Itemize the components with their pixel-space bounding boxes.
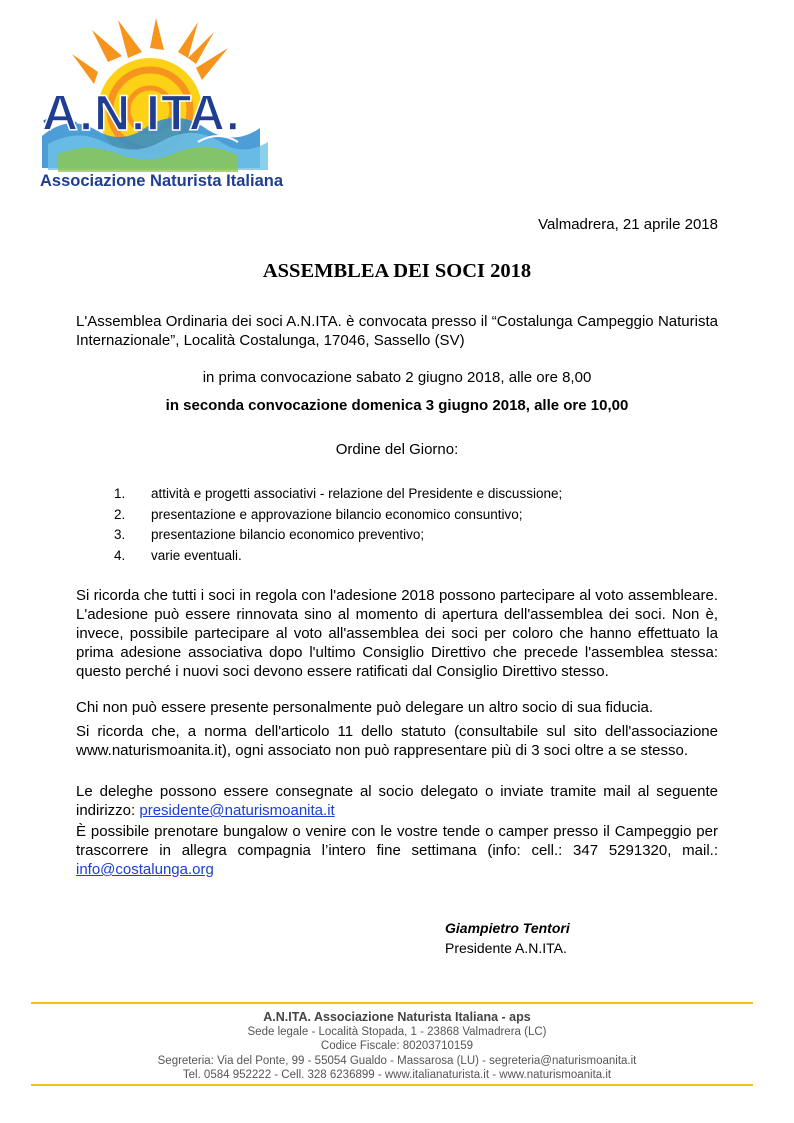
agenda-title: Ordine del Giorno: xyxy=(335,441,459,458)
delegation-mail-text: Le deleghe possono essere consegnate al socio delegato o inviate tramite mail al seguente indirizzo: xyxy=(76,783,718,819)
agenda-list xyxy=(114,484,562,566)
signature-name: Giampietro Tentori xyxy=(445,920,570,936)
first-convocation: in prima convocazione sabato 2 giugno 2018, alle ore 8,00 xyxy=(202,369,592,386)
delegation-mail-paragraph xyxy=(76,782,718,820)
agenda-item-text: presentazione bilancio economico preventivo; xyxy=(151,527,425,542)
agenda-item-text: attività e progetti associativi - relazione del Presidente e discussione; xyxy=(151,486,563,501)
booking-text: È possibile prenotare bungalow o venire con le vostre tende o camper presso il Campeggio per trascorrere in allegra compagnia l’intero fine settimana (info: cell.: 347 5291320, mail.: xyxy=(76,823,718,859)
footer-address: Sede legale - Località Stopada, 1 - 23868 Valmadrera (LC) xyxy=(247,1025,547,1038)
footer-secretariat: Segreteria: Via del Ponte, 99 - 55054 Gualdo - Massarosa (LU) - segreteria@naturismoanita.it xyxy=(157,1054,637,1067)
second-convocation: in seconda convocazione domenica 3 giugno 2018, alle ore 10,00 xyxy=(165,397,629,414)
agenda-item-number: 4. xyxy=(114,547,126,563)
agenda-item-number: 2. xyxy=(114,506,126,522)
costalunga-email-link[interactable]: info@costalunga.org xyxy=(76,861,214,878)
footer-contacts: Tel. 0584 952222 - Cell. 328 6236899 - www.italianaturista.it - www.naturismoanita.it xyxy=(182,1069,612,1081)
document-title: ASSEMBLEA DEI SOCI 2018 xyxy=(262,260,532,282)
agenda-item-number: 3. xyxy=(114,527,126,542)
agenda-item xyxy=(114,546,562,567)
intro-paragraph: L'Assemblea Ordinaria dei soci A.N.ITA. è convocata presso il “Costalunga Campeggio Naturista Internazionale”, Località Costalunga, 17046, Sassello (SV) xyxy=(76,313,718,349)
document-date: Valmadrera, 21 aprile 2018 xyxy=(538,216,718,233)
agenda-item-number: 1. xyxy=(114,486,126,501)
logo-subtitle: Associazione Naturista Italiana xyxy=(40,172,283,190)
agenda-item xyxy=(114,484,562,505)
signature-role: Presidente A.N.ITA. xyxy=(445,940,567,956)
agenda-item xyxy=(114,525,562,546)
agenda-item-text: varie eventuali. xyxy=(151,547,242,563)
anita-logo xyxy=(38,18,300,196)
delegation-paragraph: Chi non può essere presente personalmente può delegare un altro socio di sua fiducia. xyxy=(76,699,654,716)
agenda-item-text: presentazione e approvazione bilancio economico consuntivo; xyxy=(151,506,523,522)
statute-paragraph: Si ricorda che, a norma dell'articolo 11 dello statuto (consultabile sul sito dell'associazione www.naturismoanita.it), ogni associato non può rappresentare più di 3 soci oltre a se stesso. xyxy=(76,723,718,759)
logo-wordmark: A.N.ITA. xyxy=(42,85,241,141)
president-email-link[interactable]: presidente@naturismoanita.it xyxy=(139,802,335,819)
footer-top-rule xyxy=(31,1002,753,1004)
agenda-item xyxy=(114,505,562,526)
footer xyxy=(0,1010,794,1083)
booking-paragraph xyxy=(76,822,718,879)
voting-rules-paragraph: Si ricorda che tutti i soci in regola con l'adesione 2018 possono partecipare al voto assembleare. L'adesione può essere rinnovata sino al momento di apertura dell'assemblea dei soci. Non è, invece, possibile partecipare al voto all'assemblea dei soci per coloro che hanno effettuato la prima adesione associativa dopo l'ultimo Consiglio Direttivo che precede l'assemblea stessa: questo perché i nuovi soci devono essere ratificati dal Consiglio Direttivo stesso. xyxy=(76,587,718,680)
footer-tax-code: Codice Fiscale: 80203710159 xyxy=(320,1040,474,1052)
footer-organization: A.N.ITA. Associazione Naturista Italiana - aps xyxy=(263,1010,531,1024)
footer-bottom-rule xyxy=(31,1084,753,1086)
sun-waves-logo-icon xyxy=(38,18,300,178)
